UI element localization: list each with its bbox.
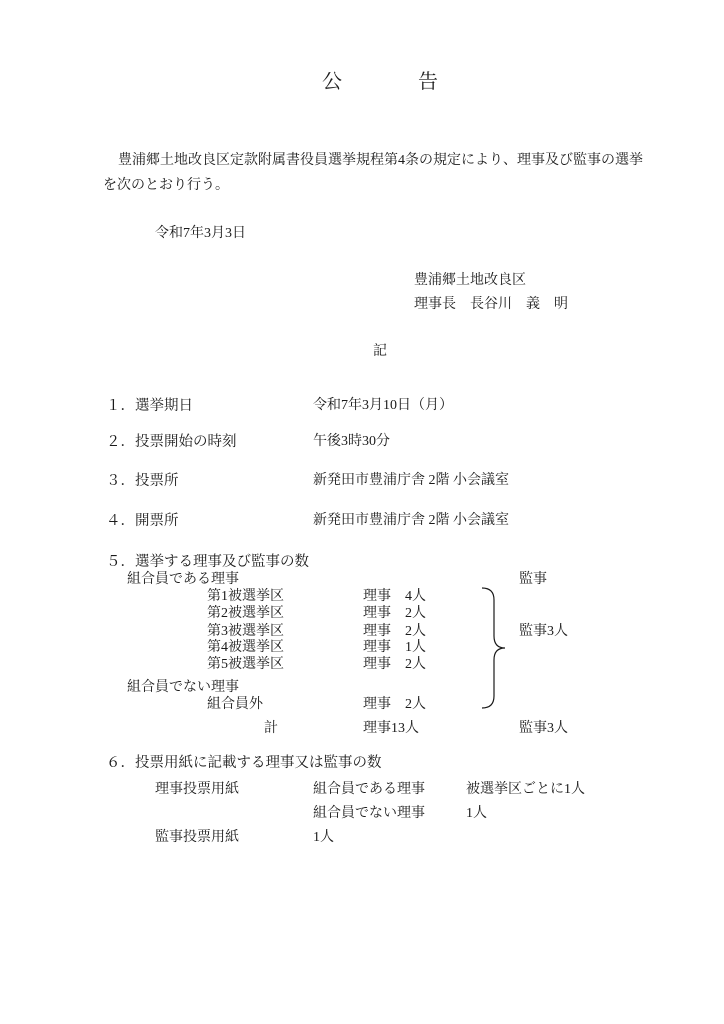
auditor-count: 監事3人 bbox=[519, 624, 568, 639]
item-value-counting-place: 新発田市豊浦庁舎 2階 小会議室 bbox=[313, 513, 509, 528]
district-name: 第5被選挙区 bbox=[207, 657, 284, 672]
nonmember-name: 組合員外 bbox=[207, 697, 263, 712]
district-name: 第1被選挙区 bbox=[207, 589, 284, 604]
curly-brace bbox=[476, 584, 512, 712]
ki-heading: 記 bbox=[373, 344, 387, 359]
district-count: 理事 1人 bbox=[363, 640, 426, 655]
nonmember-count: 理事 2人 bbox=[363, 697, 426, 712]
auditor-ballot-label: 監事投票用紙 bbox=[155, 830, 239, 845]
notice-date: 令和7年3月3日 bbox=[155, 226, 246, 241]
director-type: 組合員である理事 bbox=[313, 782, 425, 797]
director-type-count: 被選挙区ごとに1人 bbox=[466, 782, 585, 797]
issuer-name: 豊浦郷土地改良区 bbox=[414, 273, 526, 288]
district-count: 理事 2人 bbox=[363, 657, 426, 672]
notice-title: 公 告 bbox=[322, 71, 450, 93]
item-heading-election-date: １．選挙期日 bbox=[106, 398, 193, 414]
notice-body-line-2: を次のとおり行う。 bbox=[103, 178, 229, 193]
district-count: 理事 4人 bbox=[363, 589, 426, 604]
signatory-name: 理事長 長谷川 義 明 bbox=[414, 297, 568, 312]
director-ballot-label: 理事投票用紙 bbox=[155, 782, 239, 797]
item-heading-counting-place: ４．開票所 bbox=[106, 513, 179, 529]
section-5-heading: ５．選挙する理事及び監事の数 bbox=[106, 554, 309, 570]
item-value-election-date: 令和7年3月10日（月） bbox=[313, 398, 453, 413]
item-heading-polling-place: ３．投票所 bbox=[106, 473, 179, 489]
district-name: 第4被選挙区 bbox=[207, 640, 284, 655]
total-label: 計 bbox=[264, 721, 278, 736]
section-6-heading: ６．投票用紙に記載する理事又は監事の数 bbox=[106, 755, 382, 771]
notice-body-line-1: 豊浦郷土地改良区定款附属書役員選挙規程第4条の規定により、理事及び監事の選挙 bbox=[118, 153, 643, 168]
district-count: 理事 2人 bbox=[363, 624, 426, 639]
nonmember-directors-label: 組合員でない理事 bbox=[127, 680, 239, 695]
district-name: 第3被選挙区 bbox=[207, 624, 284, 639]
director-type: 組合員でない理事 bbox=[313, 806, 425, 821]
district-count: 理事 2人 bbox=[363, 606, 426, 621]
item-heading-voting-start: ２．投票開始の時刻 bbox=[106, 434, 237, 450]
district-name: 第2被選挙区 bbox=[207, 606, 284, 621]
auditor-ballot-count: 1人 bbox=[313, 830, 334, 845]
auditor-column-header: 監事 bbox=[519, 572, 547, 587]
item-value-polling-place: 新発田市豊浦庁舎 2階 小会議室 bbox=[313, 473, 509, 488]
total-directors: 理事13人 bbox=[363, 721, 419, 736]
director-type-count: 1人 bbox=[466, 806, 487, 821]
item-value-voting-start: 午後3時30分 bbox=[313, 434, 390, 449]
member-directors-label: 組合員である理事 bbox=[127, 572, 239, 587]
total-auditors: 監事3人 bbox=[519, 721, 568, 736]
